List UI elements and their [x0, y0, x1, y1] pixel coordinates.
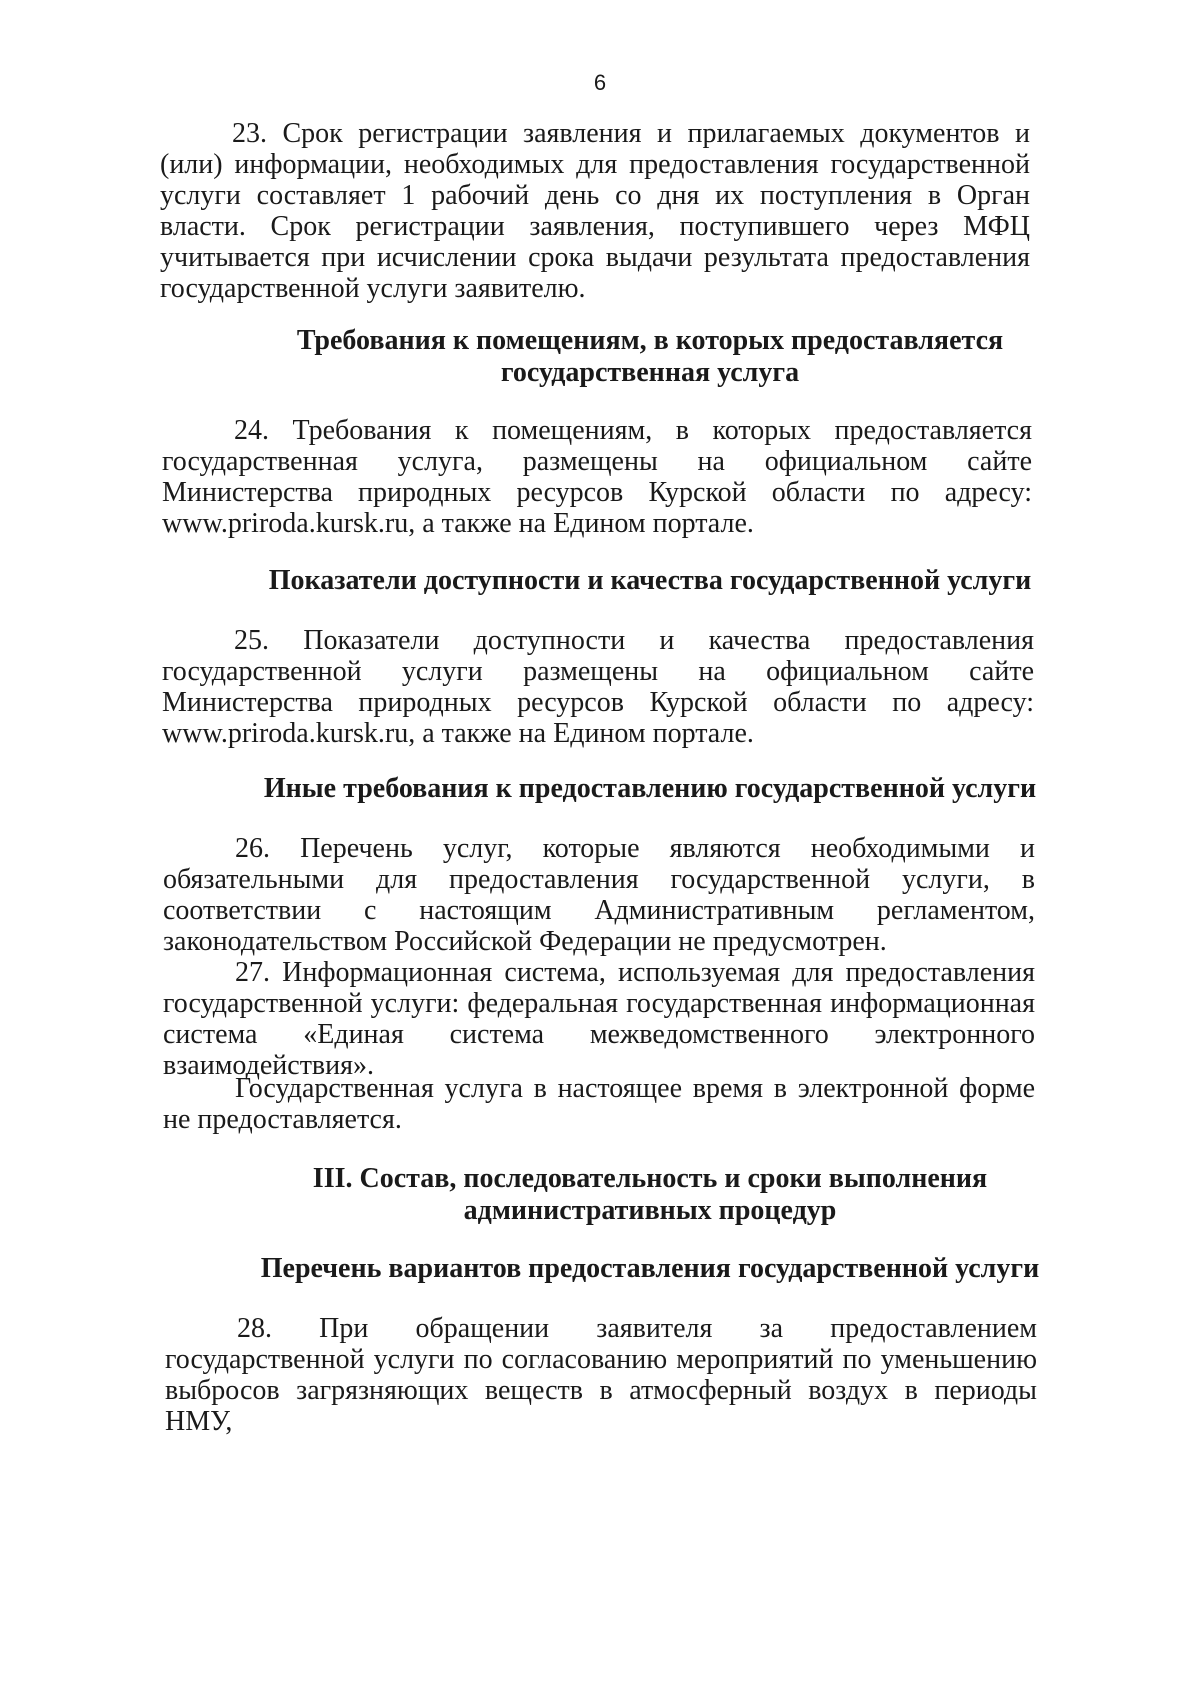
paragraph-text: Государственная услуга в настоящее время в электронной форме не предоставляется.	[163, 1073, 1035, 1135]
paragraph-25	[162, 625, 1034, 749]
paragraph-text: 24. Требования к помещениям, в которых предоставляется государственная услуга, размещены на официальном сайте Министерства природных ресурсов Курской области по адресу: www.priroda.kursk.ru, а также на Едином портале.	[162, 415, 1032, 539]
paragraph-28	[165, 1313, 1037, 1437]
paragraph-26	[163, 833, 1035, 957]
heading-line: государственная услуга	[500, 357, 800, 388]
heading-premises-requirements	[175, 325, 1125, 389]
page-number: 6	[593, 70, 607, 95]
paragraph-text: 25. Показатели доступности и качества предоставления государственной услуги размещены на официальном сайте Министерства природных ресурсов Курской области по адресу: www.priroda.kursk.ru, а также на Едином портале.	[162, 625, 1034, 749]
paragraph-text: 23. Срок регистрации заявления и прилагаемых документов и (или) информации, необходимых для предоставления государственной услуги составляет 1 рабочий день со дня их поступления в Орган власти. Срок регистрации заявления, поступившего через МФЦ учитывается при исчислении срока выдачи результата предоставления государственной услуги заявителю.	[160, 118, 1030, 304]
paragraph-electronic-form	[163, 1073, 1035, 1135]
heading-line: III. Состав, последовательность и сроки выполнения	[312, 1163, 988, 1194]
paragraph-23	[160, 118, 1030, 304]
heading-line: Показатели доступности и качества государственной услуги	[268, 565, 1032, 596]
heading-line: Иные требования к предоставлению государственной услуги	[263, 773, 1037, 804]
heading-accessibility-indicators	[175, 565, 1125, 597]
heading-line: Требования к помещениям, в которых предоставляется	[296, 325, 1004, 356]
paragraph-text: 26. Перечень услуг, которые являются необходимыми и обязательными для предоставления государственной услуги, в соответствии с настоящим Административным регламентом, законодательством Российской Федерации не предусмотрен.	[163, 833, 1035, 957]
heading-line: административных процедур	[463, 1195, 837, 1226]
paragraph-text: 28. При обращении заявителя за предоставлением государственной услуги по согласованию мероприятий по уменьшению выбросов загрязняющих веществ в атмосферный воздух в периоды НМУ,	[165, 1313, 1037, 1437]
heading-service-variants	[175, 1253, 1125, 1285]
paragraph-text: 27. Информационная система, используемая для предоставления государственной услуги: федеральная государственная информационная система «Единая система межведомственного электронного взаимодействия».	[163, 957, 1035, 1081]
paragraph-27	[163, 957, 1035, 1081]
heading-section-iii	[175, 1163, 1125, 1227]
heading-line: Перечень вариантов предоставления государственной услуги	[260, 1253, 1040, 1284]
heading-other-requirements	[175, 773, 1125, 805]
paragraph-24	[162, 415, 1032, 539]
